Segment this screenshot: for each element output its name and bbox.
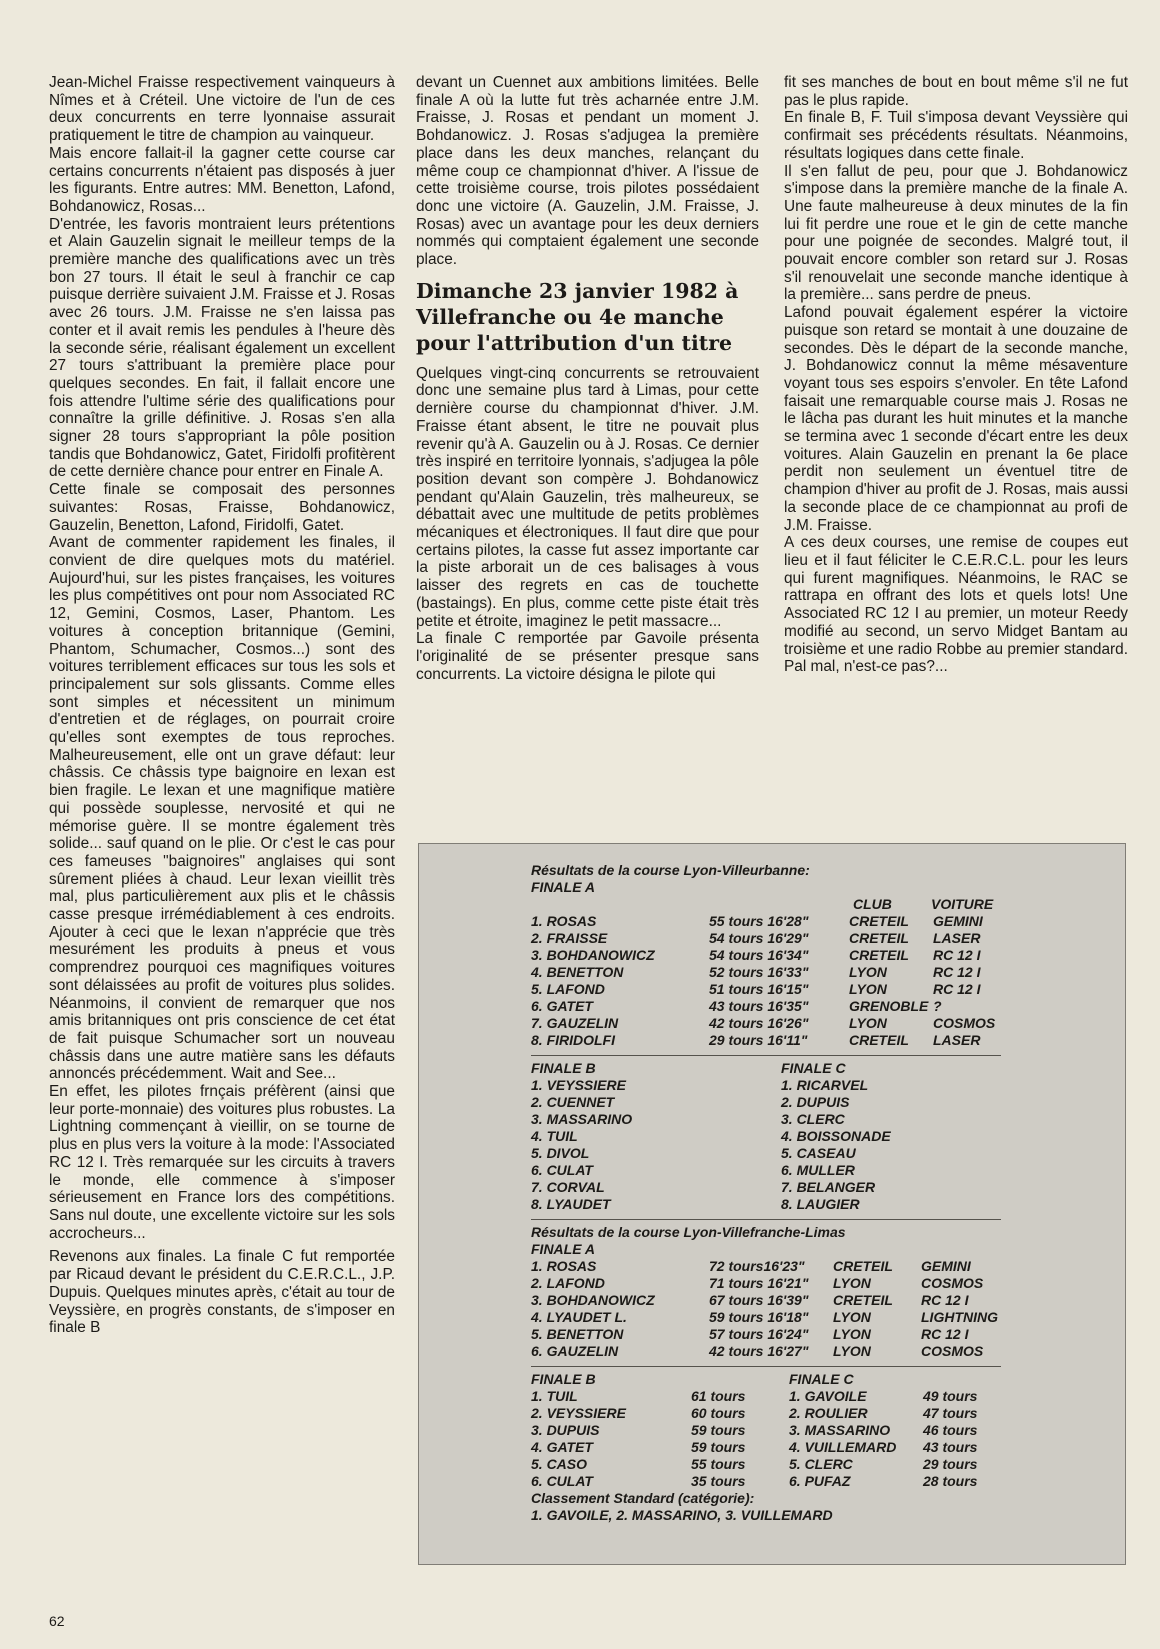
finale-b-title: FINALE B <box>531 1371 596 1387</box>
paragraph: Lafond pouvait également espérer la victoire puisque son retard se montait à une douzaine de secondes. Dès le départ de la seconde manche, J. Bohdanowicz connut la même mésaventure voyant tous ses espoirs s'envoler. En tête Lafond faisait une remarquable course mais J. Rosas ne le lâcha pas durant les huit minutes et la manche se termina avec 1 seconde d'écart entre les deux voitures. Alain Gauzelin en prenant la 6e place perdit non seulement un éventuel titre de champion d'hiver au profit de J. Rosas, mais aussi la seconde place de ce championnat au profi de J.M. Fraisse. <box>784 304 1128 534</box>
finale-c-driver: 5. CLERC <box>789 1456 853 1472</box>
driver-name: 7. GAUZELIN <box>531 1015 619 1031</box>
paragraph: devant un Cuennet aux ambitions limitées. Belle finale A où la lutte fut très acharnée entre J.M. Fraisse, J. Rosas et pendant un moment J. Bohdanowicz. J. Rosas s'adjugea la première place dans les deux manches, relançant du même coup ce championnat d'hiver. A l'issue de cette troisième course, trois pilotes possédaient donc une victoire (A. Gauzelin, J.M. Fraisse, J. Rosas) avec un avantage pour les deux derniers nommés qui comptaient également une seconde place. <box>416 74 759 269</box>
result-row <box>531 1179 1091 1196</box>
finale-a-title: FINALE A <box>531 1241 596 1257</box>
finale-c-driver: 8. LAUGIER <box>781 1196 860 1212</box>
finale-b-driver: 2. VEYSSIERE <box>531 1405 626 1421</box>
car: ? <box>933 998 942 1014</box>
laps-time: 29 tours 16'11" <box>709 1032 808 1048</box>
result-row <box>531 964 1091 981</box>
finale-a-header-row <box>531 1241 1091 1258</box>
club: CRETEIL <box>849 947 909 963</box>
finale-b-c-header-row <box>531 1371 1091 1388</box>
driver-name: 2. FRAISSE <box>531 930 608 946</box>
finale-b-laps: 55 tours <box>691 1456 746 1472</box>
page-number: 62 <box>49 1613 65 1629</box>
finale-c-laps: 43 tours <box>923 1439 978 1455</box>
car: LIGHTNING <box>921 1309 998 1325</box>
finale-b-driver: 8. LYAUDET <box>531 1196 611 1212</box>
finale-c-driver: 3. MASSARINO <box>789 1422 891 1438</box>
club: CRETEIL <box>833 1258 893 1274</box>
car: RC 12 I <box>933 981 981 997</box>
result-row <box>531 1196 1091 1213</box>
paragraph: Revenons aux finales. La finale C fut remportée par Ricaud devant le président du C.E.R.C.L., J.P. Dupuis. Quelques minutes après, c'était au tour de Veyssière, en progrès constants, de s'imposer en finale B <box>49 1248 395 1337</box>
finale-b-driver: 5. CASO <box>531 1456 588 1472</box>
club: LYON <box>833 1275 871 1291</box>
finale-b-driver: 1. TUIL <box>531 1388 578 1404</box>
driver-name: 2. LAFOND <box>531 1275 605 1291</box>
laps-time: 67 tours 16'39" <box>709 1292 809 1308</box>
finale-b-driver: 4. GATET <box>531 1439 593 1455</box>
result-row <box>531 1145 1091 1162</box>
finale-c-driver: 6. PUFAZ <box>789 1473 851 1489</box>
divider <box>531 1366 1001 1367</box>
result-row <box>531 1275 1091 1292</box>
finale-b-driver: 4. TUIL <box>531 1128 578 1144</box>
finale-c-title: FINALE C <box>781 1060 846 1076</box>
paragraph: Avant de commenter rapidement les finales, il convient de dire quelques mots du matériel. Aujourd'hui, sur les pistes françaises, les voitures les plus compétitives ont pour nom Associated RC 12, Gemini, Cosmos, Laser, Phantom. Les voitures à conception britannique (Gemini, Phantom, Schumacher, Cosmos...) sont des voitures terriblement efficaces sur tous les sols et principalement sur sols glissants. Comme elles sont simples et nécessitent un minimum d'entretien et de réglages, on pourrait croire qu'elles sont exemptes de tous reproches. Malheureusement, elle ont un grave défaut: leur châssis. Ce châssis type baignoire en lexan est bien fragile. Le lexan et une magnifique matière qui possède souplesse, nervosité et qui ne mémorise guère. Il se montre également très solide... sauf quand on le plie. Or c'est le cas pour ces fameuses "baignoires" anglaises qui sont sûrement pliées à chaud. Leur lexan vieillit très mal, plus particulièrement aux plis et le châssis casse presque irrémédiablement à ces endroits. Ajouter à ceci que le lexan n'apprécie que très mesurément les produits à pneus et vous comprendrez pourquoi ces magnifiques voitures sont délaissées au profit de voitures plus solides. Néanmoins, il convient de remarquer que nos amis britanniques ont pris conscience de cet état de fait puisque Schumacher sort un nouveau châssis dans une autre matière sans les défauts annoncés précédemment. Wait and See... <box>49 534 395 1083</box>
laps-time: 42 tours 16'27" <box>709 1343 809 1359</box>
finale-b-driver: 6. CULAT <box>531 1162 593 1178</box>
result-row <box>531 913 1091 930</box>
result-row <box>531 1077 1091 1094</box>
finale-b-driver: 3. DUPUIS <box>531 1422 600 1438</box>
finale-b-laps: 61 tours <box>691 1388 746 1404</box>
car: LASER <box>933 930 981 946</box>
driver-name: 1. ROSAS <box>531 913 597 929</box>
laps-time: 72 tours16'23" <box>709 1258 805 1274</box>
car: GEMINI <box>933 913 983 929</box>
driver-name: 5. BENETTON <box>531 1326 624 1342</box>
finale-a-table-limas <box>531 1258 1091 1360</box>
laps-time: 42 tours 16'26" <box>709 1015 809 1031</box>
driver-name: 6. GATET <box>531 998 593 1014</box>
result-row <box>531 1309 1091 1326</box>
driver-name: 6. GAUZELIN <box>531 1343 619 1359</box>
finale-c-driver: 4. BOISSONADE <box>781 1128 891 1144</box>
club: LYON <box>849 981 887 997</box>
column-1 <box>49 74 395 1337</box>
laps-time: 55 tours 16'28" <box>709 913 809 929</box>
club: CRETEIL <box>849 1032 909 1048</box>
finale-c-driver: 2. ROULIER <box>789 1405 868 1421</box>
section-heading: Dimanche 23 janvier 1982 à Villefranche ou 4e manche pour l'attribution d'un titre <box>416 278 739 355</box>
result-row <box>531 1456 1091 1473</box>
driver-name: 4. BENETTON <box>531 964 624 980</box>
result-row <box>531 1292 1091 1309</box>
finale-b-c-table-limas <box>531 1371 1091 1490</box>
car: LASER <box>933 1032 981 1048</box>
club: LYON <box>833 1309 871 1325</box>
laps-time: 54 tours 16'34" <box>709 947 809 963</box>
standard-row <box>531 1507 1091 1524</box>
finale-c-driver: 5. CASEAU <box>781 1145 856 1161</box>
car: COSMOS <box>921 1343 984 1359</box>
finale-a-table-villeurbanne <box>531 913 1091 1049</box>
standard-result: 1. GAVOILE, 2. MASSARINO, 3. VUILLEMARD <box>531 1507 833 1523</box>
result-row <box>531 1343 1091 1360</box>
finale-b-c-header-row <box>531 1060 1091 1077</box>
result-row <box>531 1015 1091 1032</box>
car: RC 12 I <box>933 947 981 963</box>
car: RC 12 I <box>933 964 981 980</box>
paragraph: Jean-Michel Fraisse respectivement vainqueurs à Nîmes et à Créteil. Une victoire de l'un de ces deux concurrents en terre lyonnaise assurait pratiquement le titre de champion au vainqueur. <box>49 74 395 145</box>
paragraph: fit ses manches de bout en bout même s'il ne fut pas le plus rapide. <box>784 74 1128 109</box>
result-row <box>531 1111 1091 1128</box>
result-row <box>531 998 1091 1015</box>
car: RC 12 I <box>921 1326 969 1342</box>
car: RC 12 I <box>921 1292 969 1308</box>
result-row <box>531 1422 1091 1439</box>
driver-name: 3. BOHDANOWICZ <box>531 947 655 963</box>
finale-a-title: FINALE A <box>531 879 596 895</box>
paragraph: En effet, les pilotes frnçais préfèrent (ainsi que leur porte-monnaie) des voitures plus robustes. La Lightning commençant à vieillir, on se tourne de plus en plus vers la voiture à la mode: l'Associated RC 12 I. Très remarquée sur les circuits à travers le monde, elle commence à s'imposer sérieusement en France lors des compétitions. Sans nul doute, une excellente victoire sur les sols accrocheurs... <box>49 1083 395 1242</box>
finale-c-laps: 29 tours <box>923 1456 978 1472</box>
paragraph: En finale B, F. Tuil s'imposa devant Veyssière qui confirmait ses précédents résultats. Néanmoins, résultats logiques dans cette finale. <box>784 109 1128 162</box>
divider <box>531 1219 1001 1220</box>
finale-b-c-table-villeurbanne <box>531 1060 1091 1213</box>
club: CRETEIL <box>849 913 909 929</box>
result-row <box>531 1162 1091 1179</box>
result-row <box>531 1032 1091 1049</box>
finale-c-driver: 1. GAVOILE <box>789 1388 867 1404</box>
finale-a-header-row <box>531 879 1091 896</box>
standard-label: Classement Standard (catégorie): <box>531 1490 755 1506</box>
result-row <box>531 1258 1091 1275</box>
standard-label-row <box>531 1490 1091 1507</box>
results-title-villeurbanne: Résultats de la course Lyon-Villeurbanne: <box>531 862 810 878</box>
paragraph: Cette finale se composait des personnes suivantes: Rosas, Fraisse, Bohdanowicz, Gauzelin, Benetton, Lafond, Firidolfi, Gatet. <box>49 481 395 534</box>
paragraph: La finale C remportée par Gavoile présenta l'originalité de se présenter presque sans concurrents. La victoire désigna le pilote qui <box>416 630 759 683</box>
results-box <box>418 843 1126 1565</box>
column-2 <box>416 74 759 683</box>
finale-b-driver: 7. CORVAL <box>531 1179 605 1195</box>
paragraph: Il s'en fallut de peu, pour que J. Bohdanowicz s'impose dans la première manche de la finale A. Une faute malheureuse à deux minutes de la fin lui fit perdre une roue et le gin de cette manche pour une poignée de secondes. Malgré tout, il pouvait encore combler son retard sur J. Rosas s'il renouvelait une seconde manche identique à la première... sans perdre de pneus. <box>784 162 1128 304</box>
finale-c-driver: 2. DUPUIS <box>781 1094 850 1110</box>
finale-c-driver: 6. MULLER <box>781 1162 855 1178</box>
club: CRETEIL <box>849 930 909 946</box>
car: GEMINI <box>921 1258 971 1274</box>
finale-b-laps: 59 tours <box>691 1422 746 1438</box>
driver-name: 8. FIRIDOLFI <box>531 1032 615 1048</box>
paragraph: Quelques vingt-cinq concurrents se retrouvaient donc une semaine plus tard à Limas, pour cette dernière course du championnat d'hiver. J.M. Fraisse étant absent, le titre ne pouvait plus revenir qu'à A. Gauzelin ou à J. Rosas. Ce dernier très inspiré en territoire lyonnais, s'adjugea la pôle position devant son compère J. Bohdanowicz pendant qu'Alain Gauzelin, très malheureux, se débattait avec une multitude de petits problèmes mécaniques et électroniques. Il faut dire que pour certains pilotes, la casse fut assez importante car la piste arborait un de ces balisages à vous laisser des regrets en cas de touchette (bastaings). En plus, comme cette piste était très petite et étroite, imaginez le petit massacre... <box>416 364 759 630</box>
finale-b-driver: 5. DIVOL <box>531 1145 590 1161</box>
finale-b-laps: 35 tours <box>691 1473 746 1489</box>
voiture-header: VOITURE <box>931 896 994 912</box>
driver-name: 1. ROSAS <box>531 1258 597 1274</box>
finale-b-laps: 59 tours <box>691 1439 746 1455</box>
club: LYON <box>849 1015 887 1031</box>
car: COSMOS <box>933 1015 996 1031</box>
finale-c-laps: 28 tours <box>923 1473 978 1489</box>
club: CRETEIL <box>833 1292 893 1308</box>
results-content <box>531 862 1091 1524</box>
finale-c-driver: 7. BELANGER <box>781 1179 876 1195</box>
paragraph: A ces deux courses, une remise de coupes eut lieu et il faut féliciter le C.E.R.C.L. pour les leurs qui furent magnifiques. Néanmoins, le RAC se rattrapa en offrant des lots et quels lots! Une Associated RC 12 I au premier, un moteur Reedy modifié au second, un servo Midget Bantam au troisième et une radio Robbe au premier standard. Pal mal, n'est-ce pas?... <box>784 534 1128 676</box>
result-row <box>531 930 1091 947</box>
result-row <box>531 1388 1091 1405</box>
finale-c-laps: 46 tours <box>923 1422 978 1438</box>
laps-time: 52 tours 16'33" <box>709 964 809 980</box>
result-row <box>531 981 1091 998</box>
finale-c-laps: 49 tours <box>923 1388 978 1404</box>
result-row <box>531 1094 1091 1111</box>
finale-c-driver: 4. VUILLEMARD <box>789 1439 897 1455</box>
finale-b-title: FINALE B <box>531 1060 596 1076</box>
club: GRENOBLE <box>849 998 929 1014</box>
paragraph: Mais encore fallait-il la gagner cette course car certains concurrents n'étaient pas disposés à juer les figurants. Entre autres: MM. Benetton, Lafond, Bohdanowicz, Rosas... <box>49 144 395 215</box>
club: LYON <box>849 964 887 980</box>
club: LYON <box>833 1343 871 1359</box>
laps-time: 71 tours 16'21" <box>709 1275 809 1291</box>
column-headers <box>531 896 1091 913</box>
results-title-limas: Résultats de la course Lyon-Villefranche-Limas <box>531 1224 846 1240</box>
finale-b-driver: 3. MASSARINO <box>531 1111 633 1127</box>
finale-b-driver: 1. VEYSSIERE <box>531 1077 626 1093</box>
finale-c-driver: 1. RICARVEL <box>781 1077 869 1093</box>
laps-time: 51 tours 16'15" <box>709 981 809 997</box>
column-3 <box>784 74 1128 676</box>
laps-time: 59 tours 16'18" <box>709 1309 809 1325</box>
driver-name: 3. BOHDANOWICZ <box>531 1292 655 1308</box>
driver-name: 4. LYAUDET L. <box>531 1309 627 1325</box>
laps-time: 57 tours 16'24" <box>709 1326 809 1342</box>
finale-b-laps: 60 tours <box>691 1405 746 1421</box>
finale-c-laps: 47 tours <box>923 1405 978 1421</box>
result-row <box>531 1326 1091 1343</box>
driver-name: 5. LAFOND <box>531 981 605 997</box>
result-row <box>531 1405 1091 1422</box>
laps-time: 43 tours 16'35" <box>709 998 809 1014</box>
result-row <box>531 947 1091 964</box>
finale-b-driver: 2. CUENNET <box>531 1094 615 1110</box>
club: LYON <box>833 1326 871 1342</box>
result-row <box>531 1439 1091 1456</box>
finale-c-title: FINALE C <box>789 1371 854 1387</box>
car: COSMOS <box>921 1275 984 1291</box>
club-header: CLUB <box>853 896 892 912</box>
divider <box>531 1055 1001 1056</box>
paragraph: D'entrée, les favoris montraient leurs prétentions et Alain Gauzelin signait le meilleur temps de la première manche des qualifications avec un très bon 27 tours. Il était le seul à franchir ce cap puisque derrière suivaient J.M. Fraisse et J. Rosas avec 26 tours. J.M. Fraisse ne s'en laissa pas conter et il avait remis les pendules à l'heure dès la seconde série, réalisant également un excellent 27 tours s'attribuant la première place pour quelques secondes. En fait, il fallait encore une fois attendre l'ultime série des qualifications pour connaître la grille définitive. J. Rosas s'en alla signer 28 tours s'appropriant la pôle position tandis que Bohdanowicz, Gatet, Firidolfi profitèrent de cette dernière chance pour entrer en Finale A. <box>49 215 395 481</box>
finale-c-driver: 3. CLERC <box>781 1111 845 1127</box>
laps-time: 54 tours 16'29" <box>709 930 809 946</box>
result-row <box>531 1128 1091 1145</box>
result-row <box>531 1473 1091 1490</box>
finale-b-driver: 6. CULAT <box>531 1473 593 1489</box>
